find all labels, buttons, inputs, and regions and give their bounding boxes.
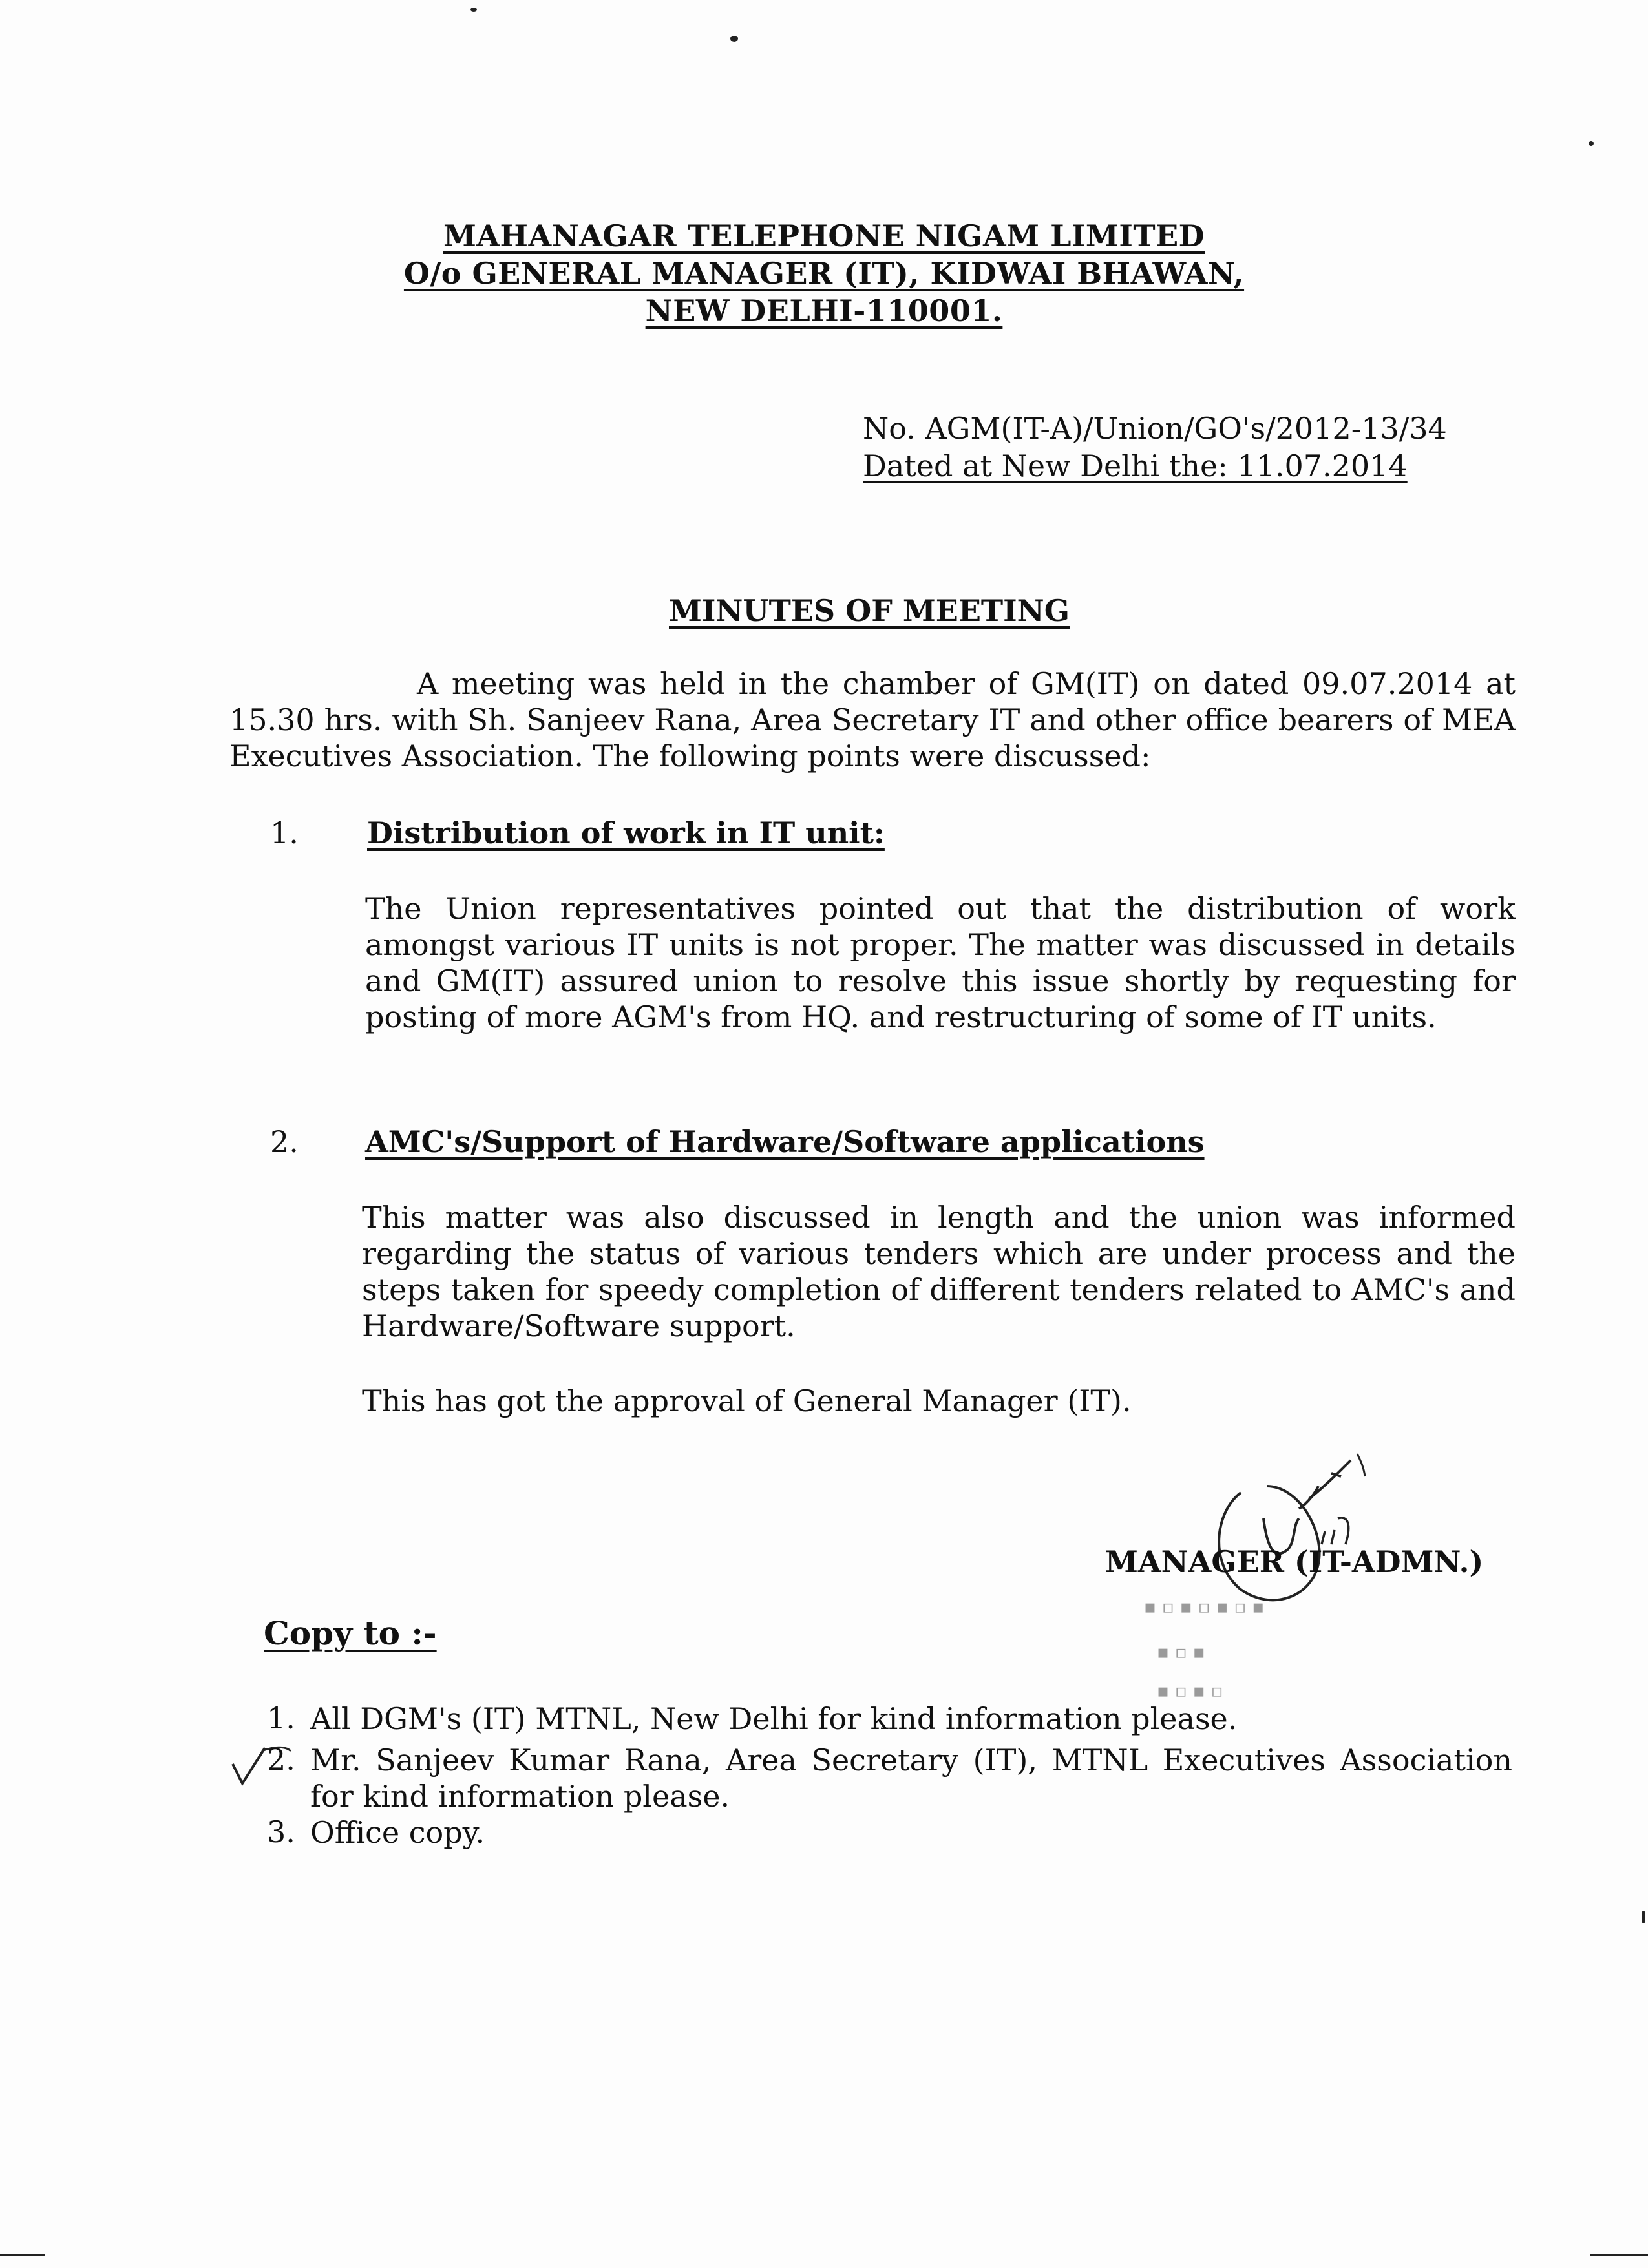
point-heading: AMC's/Support of Hardware/Software applications xyxy=(365,1124,1205,1159)
reference-number: No. AGM(IT-A)/Union/GO's/2012-13/34 xyxy=(863,411,1447,446)
copy-item-number: 1. xyxy=(267,1701,295,1736)
point-body: This matter was also discussed in length and the union was informed regarding the status of various tenders which are under process and the steps taken for speedy completion of different tenders related to AMC's and Hardware/Software support. xyxy=(362,1200,1516,1343)
intro-paragraph: A meeting was held in the chamber of GM(IT) on dated 09.07.2014 at 15.30 hrs. with Sh. Sanjeev Rana, Area Secretary IT and other office bearers of MEA Executives Association. The following points were discussed: xyxy=(229,666,1516,773)
scan-speck xyxy=(1642,1911,1645,1923)
office-name: O/o GENERAL MANAGER (IT), KIDWAI BHAWAN, xyxy=(403,256,1245,291)
scan-speck xyxy=(730,36,738,42)
office-address: NEW DELHI-110001. xyxy=(645,293,1003,328)
point-body: The Union representatives pointed out that the distribution of work amongst various IT units is not proper. The matter was discussed in details and GM(IT) assured union to resolve this issue shortly by requesting for posting of more AGM's from HQ. and restructuring of some of IT units. xyxy=(365,891,1516,1034)
approval-note: This has got the approval of General Manager (IT). xyxy=(362,1383,1132,1418)
copy-to-heading: Copy to :- xyxy=(264,1614,437,1652)
signatory-designation: MANAGER (IT-ADMN.) xyxy=(1105,1544,1484,1579)
reference-date: Dated at New Delhi the: 11.07.2014 xyxy=(863,448,1408,483)
point-number: 2. xyxy=(270,1124,299,1159)
scan-speck xyxy=(470,8,477,12)
faded-stamp: ▪ ▫ ▪ xyxy=(1157,1641,1205,1663)
page-title: MINUTES OF MEETING xyxy=(669,593,1070,628)
point-heading: Distribution of work in IT unit: xyxy=(367,815,885,850)
copy-item-number: 2. xyxy=(267,1742,295,1777)
copy-item: Office copy. xyxy=(310,1815,485,1850)
scan-speck xyxy=(1589,141,1594,146)
faded-stamp: ▪ ▫ ▪ ▫ xyxy=(1157,1680,1223,1701)
faded-stamp: ▪ ▫ ▪ ▫ ▪ ▫ ▪ xyxy=(1144,1596,1265,1617)
scan-edge-line xyxy=(1590,2254,1648,2256)
copy-item-number: 3. xyxy=(267,1814,295,1849)
copy-item: All DGM's (IT) MTNL, New Delhi for kind information please. xyxy=(310,1701,1238,1736)
copy-item: Mr. Sanjeev Kumar Rana, Area Secretary (IT), MTNL Executives Association for kind information please. xyxy=(310,1743,1512,1814)
scan-edge-line xyxy=(0,2254,45,2256)
org-name: MAHANAGAR TELEPHONE NIGAM LIMITED xyxy=(443,218,1205,253)
point-number: 1. xyxy=(270,815,299,850)
